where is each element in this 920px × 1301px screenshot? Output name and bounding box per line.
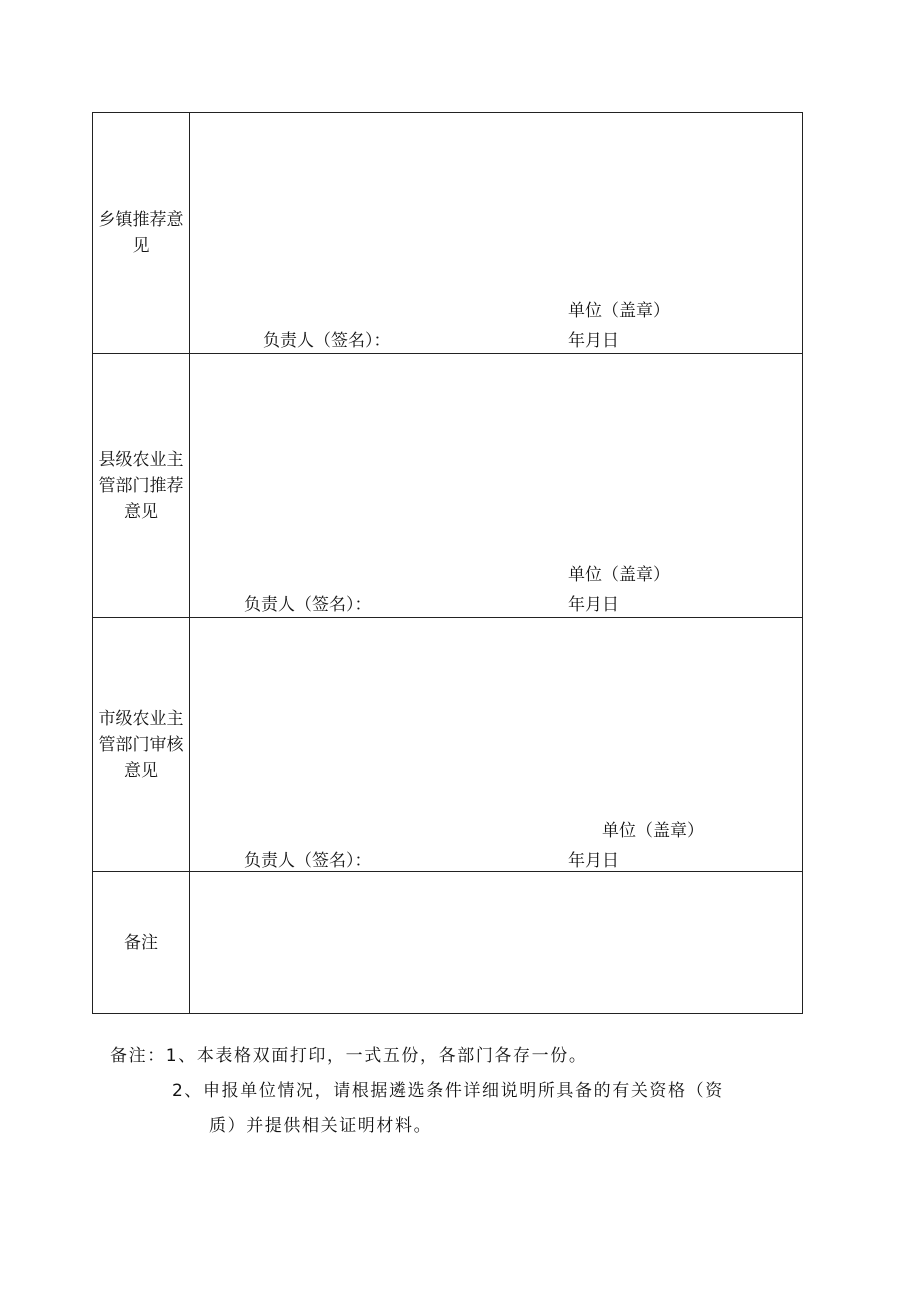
- note-line-2: 2、申报单位情况，请根据遴选条件详细说明所具备的有关资格（资: [172, 1081, 724, 1101]
- table-row: [93, 354, 802, 618]
- table-row: [93, 618, 802, 872]
- row-label-cell: [93, 618, 190, 871]
- row-label-cell: [93, 113, 190, 353]
- seal-label: 单位（盖章）: [568, 565, 670, 585]
- seal-label: 单位（盖章）: [602, 821, 704, 841]
- county-opinion-cell[interactable]: [190, 354, 802, 617]
- county-opinion-label: 县级农业主管部门推荐意见: [98, 449, 184, 522]
- signer-label: 负责人（签名）：: [263, 331, 391, 351]
- table-row: [93, 113, 802, 354]
- date-label: 年月日: [568, 595, 619, 615]
- signer-label: 负责人（签名）：: [244, 851, 372, 871]
- township-opinion-cell[interactable]: [190, 113, 802, 353]
- note-line-3: 质）并提供相关证明材料。: [209, 1116, 433, 1136]
- date-label: 年月日: [568, 331, 619, 351]
- row-label-cell: [93, 872, 190, 1013]
- date-label: 年月日: [568, 851, 619, 871]
- remarks-cell[interactable]: [190, 872, 802, 1013]
- seal-label: 单位（盖章）: [568, 301, 670, 321]
- signer-label: 负责人（签名）：: [244, 595, 372, 615]
- city-opinion-label: 市级农业主管部门审核意见: [98, 708, 184, 781]
- township-opinion-label: 乡镇推荐意见: [98, 210, 184, 256]
- remarks-label: 备注: [124, 932, 158, 953]
- note-line-1: 备注：1、本表格双面打印，一式五份，各部门各存一份。: [110, 1046, 588, 1066]
- opinion-form-table: [92, 112, 803, 1014]
- city-opinion-cell[interactable]: [190, 618, 802, 871]
- row-label-cell: [93, 354, 190, 617]
- table-row: [93, 872, 802, 1013]
